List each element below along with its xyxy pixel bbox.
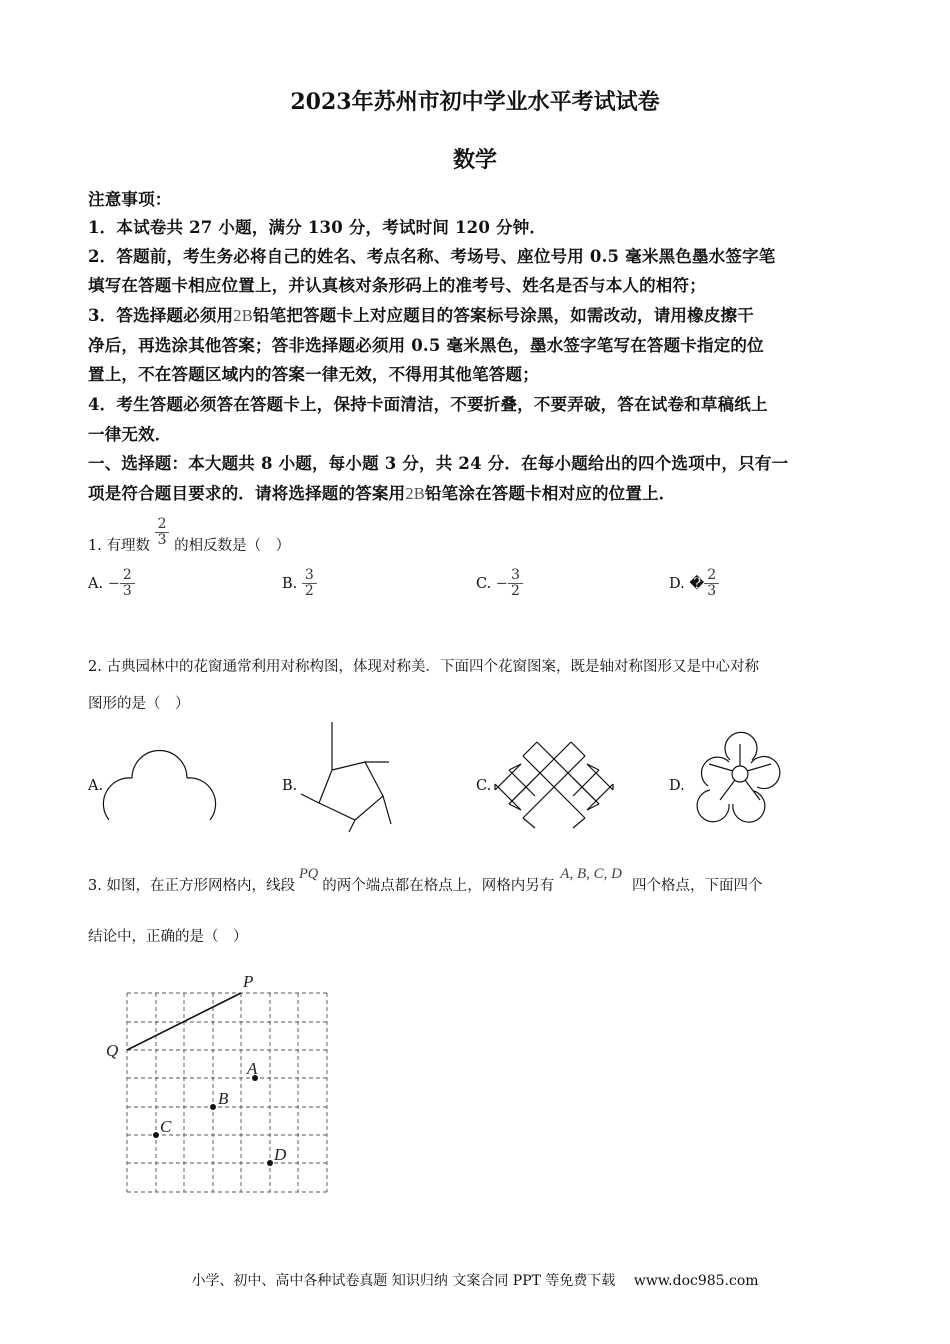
notice-item-3-line-2: 净后，再选涂其他答案；答非选择题必须用 0.5 毫米黑色，墨水签字笔写在答题卡指定的位 — [88, 336, 764, 355]
section-1-line-2 — [88, 480, 675, 504]
q3-text-a: 3. 如图，在正方形网格内，线段 — [88, 878, 295, 894]
option-sign: − — [107, 575, 120, 592]
option-label: A. — [88, 575, 104, 592]
q1-option-b[interactable] — [282, 568, 317, 600]
question-2-line-2: 图形的是（ ） — [88, 696, 190, 712]
point-a-label: A — [247, 1059, 258, 1078]
section-1-text-c: 铅笔涂在答题卡相对应的位置上． — [424, 484, 676, 503]
fraction-numerator: 2 — [704, 568, 719, 584]
point-d-label: D — [274, 1145, 287, 1164]
question-3-line-2: 结论中，正确的是（ ） — [88, 929, 248, 945]
option-fraction — [120, 568, 135, 600]
fraction-denominator: 2 — [510, 583, 520, 600]
question-1-fraction — [155, 517, 170, 549]
question-1-suffix: 的相反数是（ ） — [174, 538, 291, 554]
notice-item-4-line-2: 一律无效． — [88, 425, 172, 444]
question-1-stem — [88, 510, 290, 555]
pencil-2b-label: 2B — [233, 306, 253, 325]
q3-text-c: 的两个端点都在格点上，网格内另有 — [322, 878, 555, 894]
q1-option-c[interactable] — [476, 568, 523, 600]
notice-heading: 注意事项： — [88, 190, 172, 209]
option-sign: � — [689, 575, 705, 592]
q2-option-c-label[interactable]: C. — [476, 778, 492, 794]
notice-item-3-text-c: 铅笔把答题卡上对应题目的答案标号涂黑，如需改动，请用橡皮擦干 — [252, 306, 754, 325]
option-fraction — [302, 568, 317, 600]
fraction-numerator: 3 — [302, 568, 317, 584]
fraction-numerator: 2 — [155, 517, 170, 533]
point-b-dot — [210, 1104, 216, 1110]
section-1-line-1: 一、选择题：本大题共 8 小题，每小题 3 分，共 24 分．在每小题给出的四个选项中，只有一 — [88, 454, 789, 473]
window-pattern-a-figure[interactable] — [100, 745, 220, 825]
points-abcd-label: A, B, C, D — [560, 866, 622, 882]
point-d-dot — [267, 1160, 273, 1166]
window-pattern-d-figure[interactable] — [696, 722, 786, 832]
option-fraction — [508, 568, 523, 600]
notice-item-4-line-1: 4．考生答题必须答在答题卡上，保持卡面清洁，不要折叠，不要弄破，答在试卷和草稿纸上 — [88, 395, 768, 414]
notice-item-3-line-3: 置上，不在答题区域内的答案一律无效，不得用其他笔答题； — [88, 365, 539, 384]
notice-item-3-text-a: 3．答选择题必须用 — [88, 306, 234, 325]
question-2-line-1: 2. 古典园林中的花窗通常利用对称构图，体现对称美．下面四个花窗图案，既是轴对称图形又是中心对称 — [88, 659, 759, 675]
q1-option-d[interactable] — [669, 568, 719, 600]
option-label: B. — [282, 575, 298, 592]
option-label: D. — [669, 575, 685, 592]
window-pattern-c-figure[interactable] — [495, 742, 613, 832]
point-q-label: Q — [106, 1041, 119, 1060]
fraction-denominator: 3 — [122, 583, 132, 600]
pencil-2b-label: 2B — [405, 484, 425, 503]
point-c-dot — [153, 1132, 159, 1138]
segment-pq-label: PQ — [298, 866, 319, 882]
notice-item-2-line-1: 2．答题前，考生务必将自己的姓名、考点名称、考场号、座位号用 0.5 毫米黑色墨水签字笔 — [88, 247, 776, 266]
point-b-label: B — [218, 1089, 229, 1108]
point-c-label: C — [160, 1117, 172, 1136]
fraction-denominator: 3 — [157, 532, 167, 548]
q2-option-a-label[interactable]: A. — [88, 778, 104, 794]
square-grid-figure — [100, 965, 340, 1205]
option-fraction — [704, 568, 719, 600]
q2-option-b-label[interactable]: B. — [282, 778, 298, 794]
fraction-denominator: 3 — [707, 583, 717, 600]
fraction-numerator: 3 — [508, 568, 523, 584]
window-pattern-b-figure[interactable] — [295, 718, 405, 838]
option-label: C. — [476, 575, 492, 592]
question-3-line-1 — [88, 866, 763, 895]
footer-ad[interactable]: 小学、初中、高中各种试卷真题 知识归纳 文案合同 PPT 等免费下载 www.doc985.com — [191, 1273, 759, 1289]
notice-item-1: 1．本试卷共 27 小题，满分 130 分，考试时间 120 分钟． — [88, 218, 547, 237]
q2-option-d-label[interactable]: D. — [669, 778, 685, 794]
point-p-label: P — [243, 972, 254, 991]
fraction-numerator: 2 — [120, 568, 135, 584]
notice-item-3-line-1 — [88, 302, 754, 326]
exam-title: 2023年苏州市初中学业水平考试试卷 — [290, 89, 660, 115]
notice-item-2-line-2: 填写在答题卡相应位置上，并认真核对条形码上的准考号、姓名是否与本人的相符； — [88, 276, 706, 295]
section-1-text-a: 项是符合题目要求的．请将选择题的答案用 — [88, 484, 406, 503]
subject-title: 数学 — [452, 147, 497, 173]
question-1-prefix: 1. 有理数 — [88, 538, 150, 554]
q3-text-e: 四个格点，下面四个 — [631, 878, 763, 894]
fraction-denominator: 2 — [304, 583, 314, 600]
q1-option-a[interactable] — [88, 568, 135, 600]
option-sign: − — [495, 575, 508, 592]
